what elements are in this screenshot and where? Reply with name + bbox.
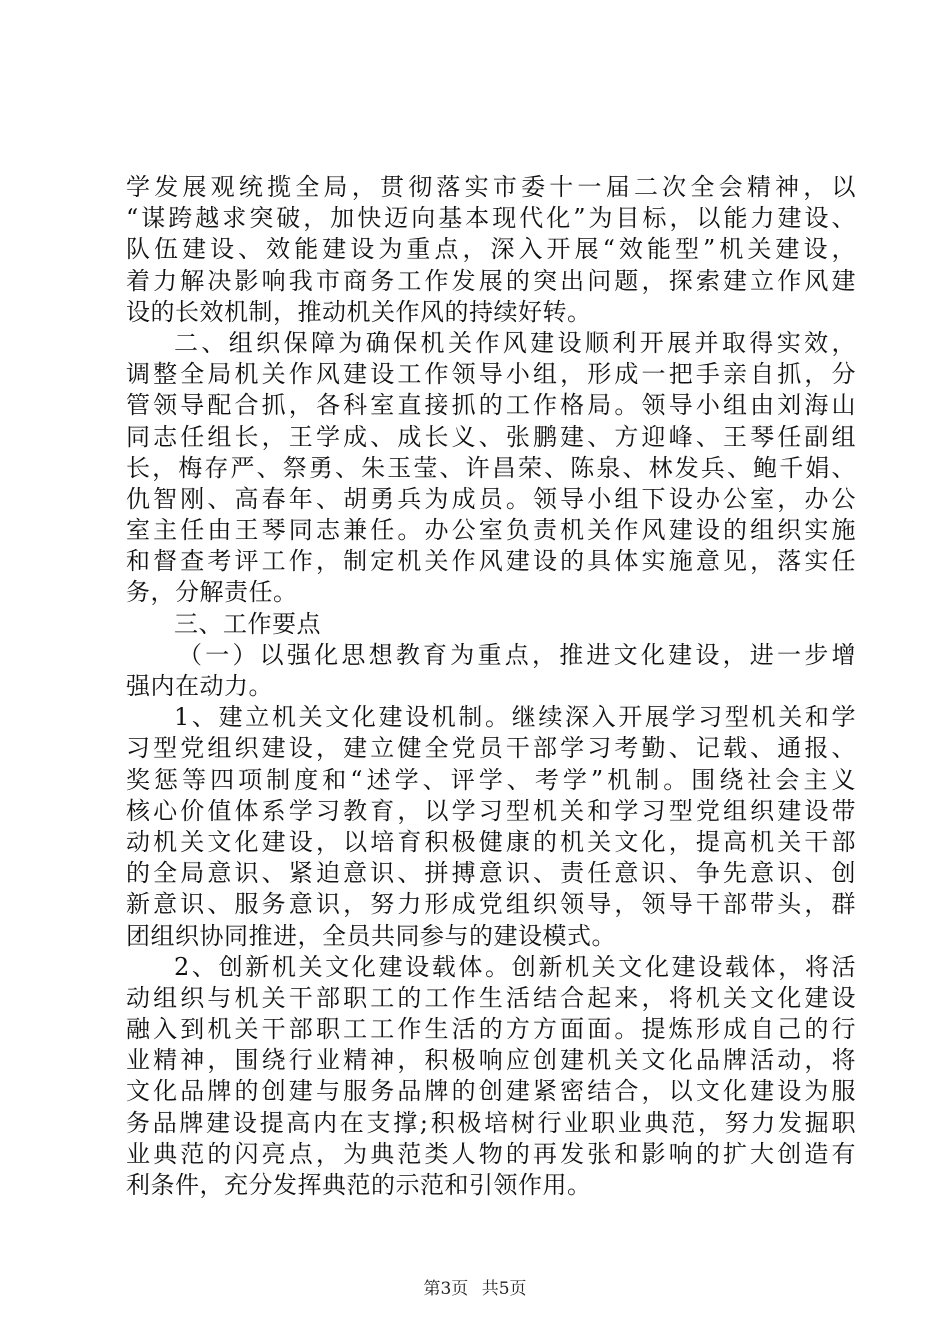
- text-line: 仇智刚、高春年、胡勇兵为成员。领导小组下设办公室，办公: [126, 484, 856, 513]
- text-line: 强内在动力。: [126, 672, 273, 700]
- text-line: 奖惩等四项制度和“述学、评学、考学”机制。围绕社会主义: [126, 765, 856, 794]
- item-heading-line: 2、创新机关文化建设载体。创新机关文化建设载体，将活: [174, 952, 856, 981]
- text-line: 习型党组织建设，建立健全党员干部学习考勤、记载、通报、: [126, 734, 856, 763]
- text-line: 学发展观统揽全局，贯彻落实市委十一届二次全会精神，以: [126, 173, 856, 201]
- text-line: 文化品牌的创建与服务品牌的创建紧密结合，以文化建设为服: [126, 1077, 856, 1106]
- text-line: 设的长效机制，推动机关作风的持续好转。: [126, 297, 592, 326]
- text-line: 团组织协同推进，全员共同参与的建设模式。: [126, 921, 616, 950]
- text-line: 的全局意识、紧迫意识、拼搏意识、责任意识、争先意识、创: [126, 859, 856, 888]
- text-line: “谋跨越求突破，加快迈向基本现代化”为目标，以能力建设、: [126, 204, 856, 233]
- text-line: 务，分解责任。: [126, 578, 298, 607]
- text-line: 务品牌建设提高内在支撑;积极培树行业职业典范，努力发掘职: [126, 1108, 856, 1137]
- section-heading: 三、工作要点: [174, 609, 321, 638]
- text-line: 室主任由王琴同志兼任。办公室负责机关作风建设的组织实施: [126, 516, 856, 545]
- text-line: 融入到机关干部职工工作生活的方方面面。提炼形成自己的行: [126, 1015, 856, 1044]
- text-line: 调整全局机关作风建设工作领导小组，形成一把手亲自抓，分: [126, 360, 856, 389]
- text-line: 和督查考评工作，制定机关作风建设的具体实施意见，落实任: [126, 547, 856, 576]
- text-line: 着力解决影响我市商务工作发展的突出问题，探索建立作风建: [126, 266, 856, 295]
- subsection-heading-line: （一）以强化思想教育为重点，推进文化建设，进一步增: [178, 640, 856, 669]
- item-heading-line: 1、建立机关文化建设机制。继续深入开展学习型机关和学: [174, 703, 856, 732]
- document-body: [126, 172, 856, 1201]
- text-line: 业典范的闪亮点，为典范类人物的再发张和影响的扩大创造有: [126, 1139, 856, 1168]
- page-footer: [0, 1274, 950, 1299]
- text-line: 队伍建设、效能建设为重点，深入开展“效能型”机关建设，: [126, 235, 856, 264]
- text-line: 核心价值体系学习教育，以学习型机关和学习型党组织建设带: [126, 796, 856, 825]
- page-number: 第3页: [423, 1279, 469, 1299]
- text-line: 动机关文化建设，以培育积极健康的机关文化，提高机关干部: [126, 827, 856, 856]
- text-line: 新意识、服务意识，努力形成党组织领导，领导干部带头，群: [126, 890, 856, 919]
- text-line: 长，梅存严、祭勇、朱玉莹、许昌荣、陈泉、林发兵、鲍千娟、: [126, 453, 856, 482]
- page-total: 共5页: [481, 1279, 527, 1299]
- text-line: 业精神，围绕行业精神，积极响应创建机关文化品牌活动，将: [126, 1046, 856, 1075]
- text-line: 同志任组长，王学成、成长义、张鹏建、方迎峰、王琴任副组: [126, 422, 856, 451]
- text-line: 动组织与机关干部职工的工作生活结合起来，将机关文化建设: [126, 983, 856, 1012]
- text-line: 管领导配合抓，各科室直接抓的工作格局。领导小组由刘海山: [126, 391, 856, 420]
- text-line: 利条件，充分发挥典范的示范和引领作用。: [126, 1171, 592, 1199]
- section-heading-line: 二、组织保障为确保机关作风建设顺利开展并取得实效，: [174, 328, 856, 357]
